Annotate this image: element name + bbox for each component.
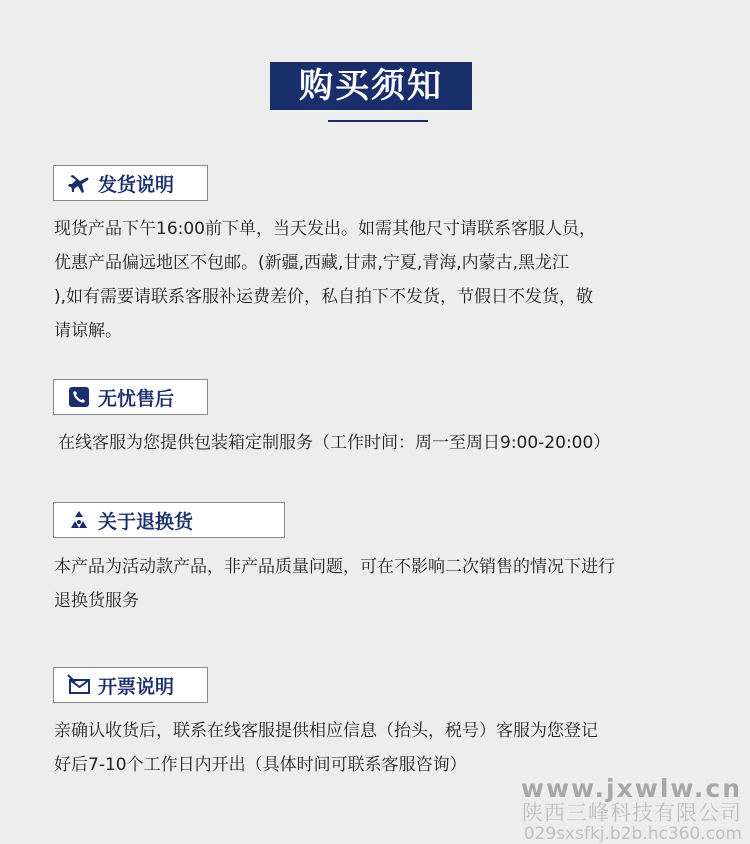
section-heading-label: 无忧售后 xyxy=(98,387,175,410)
section-heading-label: 开票说明 xyxy=(98,675,175,698)
watermark xyxy=(521,776,742,843)
section-heading-label: 发货说明 xyxy=(98,173,175,196)
shipping-text: 现货产品下午16:00前下单，当天发出。如需其他尺寸请联系客服人员， 优惠产品偏远地区不包邮。(新疆,西藏,甘肃,宁夏,青海,内蒙古,黑龙江 ),如有需要请联系客服补运费差价，私自拍下不发货，节假日不发货，敬 请谅解。 xyxy=(54,219,596,341)
watermark-company: 陕西三峰科技有限公司 xyxy=(522,801,742,825)
phone-icon xyxy=(67,385,91,409)
section-heading-invoice xyxy=(53,667,208,703)
page-title: 购买须知 xyxy=(270,62,472,110)
section-heading-returns xyxy=(53,502,285,538)
returns-text: 本产品为活动款产品，非产品质量问题，可在不影响二次销售的情况下进行 退换货服务 xyxy=(54,557,615,611)
recycle-icon xyxy=(67,508,91,532)
section-heading-after-sales xyxy=(53,379,208,415)
invoice-text: 亲确认收货后，联系在线客服提供相应信息（抬头，税号）客服为您登记 好后7-10个工作日内开出（具体时间可联系客服咨询） xyxy=(54,721,598,775)
airplane-icon xyxy=(67,171,91,195)
envelope-icon xyxy=(67,673,91,697)
watermark-url: 029sxsfkj.b2b.hc360.com xyxy=(523,824,742,844)
section-heading-shipping xyxy=(53,165,208,201)
section-heading-label: 关于退换货 xyxy=(98,510,194,533)
title-underline xyxy=(328,120,428,122)
watermark-domain: www.jxwlw.cn xyxy=(520,774,742,803)
after-sales-text: 在线客服为您提供包装箱定制服务（工作时间：周一至周日9:00-20:00） xyxy=(58,433,611,453)
